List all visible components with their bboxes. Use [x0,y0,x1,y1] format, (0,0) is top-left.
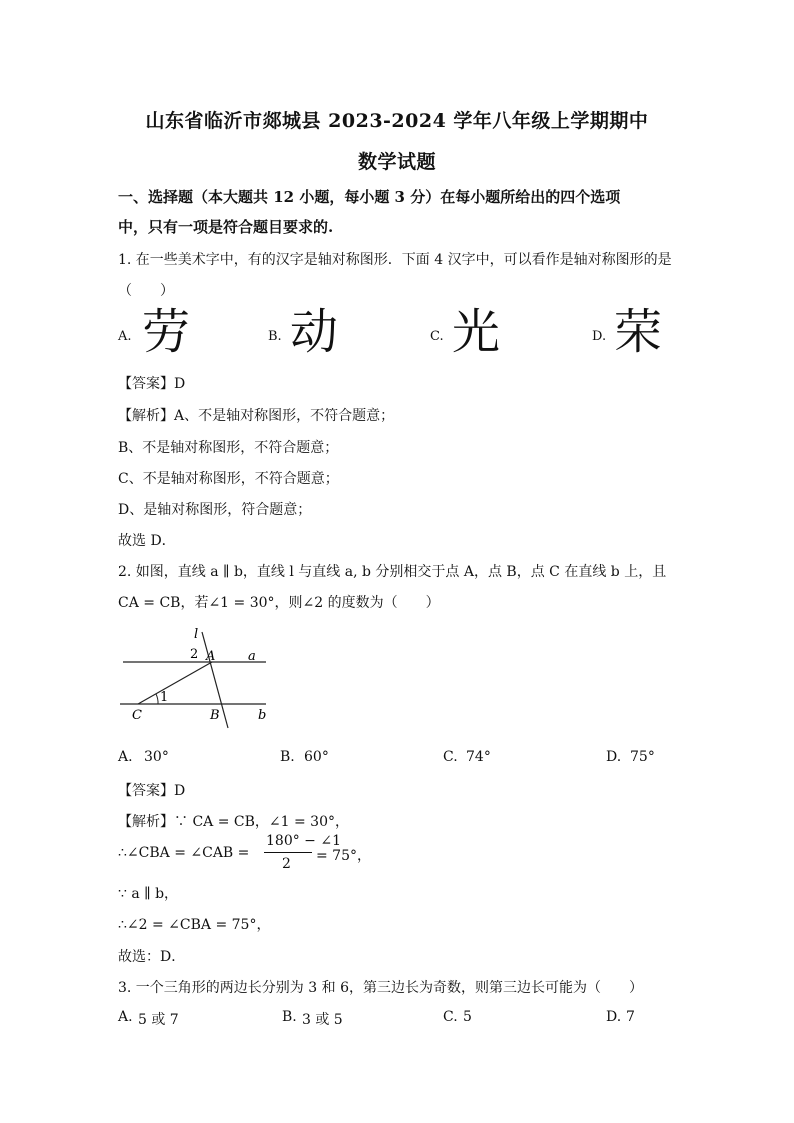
q2-option-a-label: A. [118,749,133,765]
q1-stem: 1. 在一些美术字中，有的汉字是轴对称图形．下面 4 汉字中，可以看作是轴对称图形的是 [118,252,672,268]
q3-option-a-label: A. [118,1009,133,1025]
section-heading-cont: 中，只有一项是符合题目要求的. [118,218,334,236]
q1-answer: 【答案】D [118,376,186,392]
q2-option-d-value: 75° [630,749,655,765]
q3-option-c-value: 5 [463,1009,472,1025]
q1-analysis-line: B、不是轴对称图形，不符合题意； [118,440,339,456]
q1-analysis-line: D、是轴对称图形，符合题意； [118,502,312,518]
q1-analysis-line: 故选 D． [118,533,176,549]
q1-option-a-label: A. [118,329,132,344]
q2-stem-cont: CA = CB，若∠1 = 30°，则∠2 的度数为（ ） [118,595,440,611]
label-point-b: B [210,708,220,723]
q3-option-c-label: C. [443,1009,458,1025]
section-heading: 一、选择题（本大题共 12 小题，每小题 3 分）在每小题所给出的四个选项 [118,188,621,206]
label-l: l [194,627,199,642]
label-angle-2: 2 [190,647,199,662]
q1-analysis-line: C、不是轴对称图形，不符合题意； [118,471,339,487]
q2-analysis-result: = 75°， [316,848,371,864]
label-line-a: a [248,649,256,664]
q2-analysis-line: ∴∠CBA = ∠CAB = [118,845,250,861]
q3-option-d-label: D. [606,1009,622,1025]
document-subtitle: 数学试题 [357,151,436,173]
q1-option-a-char: 劳 [142,304,191,360]
q3-option-a-value: 5 或 7 [138,1012,179,1028]
q2-option-b-value: 60° [304,749,329,765]
q2-answer: 【答案】D [118,783,186,799]
q2-analysis-line: 【解析】∵ CA = CB，∠1 = 30°， [118,814,349,830]
document-title: 山东省临沂市郯城县 2023-2024 学年八年级上学期期中 [145,110,649,132]
q1-option-c-label: C. [430,329,444,344]
angle-1-arc [156,694,158,704]
q2-stem: 2. 如图，直线 a ∥ b，直线 l 与直线 a, b 分别相交于点 A，点 B，点 C 在直线 b 上，且 [118,564,667,580]
label-line-b: b [258,708,267,723]
q2-analysis-line: ∴∠2 = ∠CBA = 75°， [118,917,271,933]
q1-option-d-label: D. [592,329,607,344]
segment-ca [138,662,212,704]
q1-option-d-char: 荣 [614,304,663,360]
fraction-numerator: 180° − ∠1 [266,833,341,849]
q2-option-c-label: C. [443,749,458,765]
q3-option-b-value: 3 或 5 [302,1012,343,1028]
q2-geometry-figure [118,622,278,730]
label-angle-1: 1 [160,690,169,705]
q3-option-d-value: 7 [626,1009,635,1025]
q3-stem: 3. 一个三角形的两边长分别为 3 和 6，第三边长为奇数，则第三边长可能为（ ） [118,980,643,996]
q2-option-b-label: B. [280,749,295,765]
q2-option-c-value: 74° [466,749,491,765]
q1-analysis-line: 【解析】A、不是轴对称图形，不符合题意； [118,408,395,424]
fraction-bar [264,852,312,853]
q2-option-a-value: 30° [144,749,169,765]
q1-option-b-char: 动 [290,304,339,360]
fraction-denominator: 2 [282,856,291,872]
q3-option-b-label: B. [282,1009,297,1025]
q2-analysis-line: 故选：D． [118,949,186,965]
q2-analysis-line: ∵ a ∥ b， [118,886,179,902]
q2-option-d-label: D. [606,749,622,765]
q1-stem-cont: （ ） [118,283,174,299]
label-point-a: A [206,649,216,664]
q1-option-b-label: B. [268,329,282,344]
q1-option-c-char: 光 [452,304,501,360]
label-point-c: C [132,708,142,723]
